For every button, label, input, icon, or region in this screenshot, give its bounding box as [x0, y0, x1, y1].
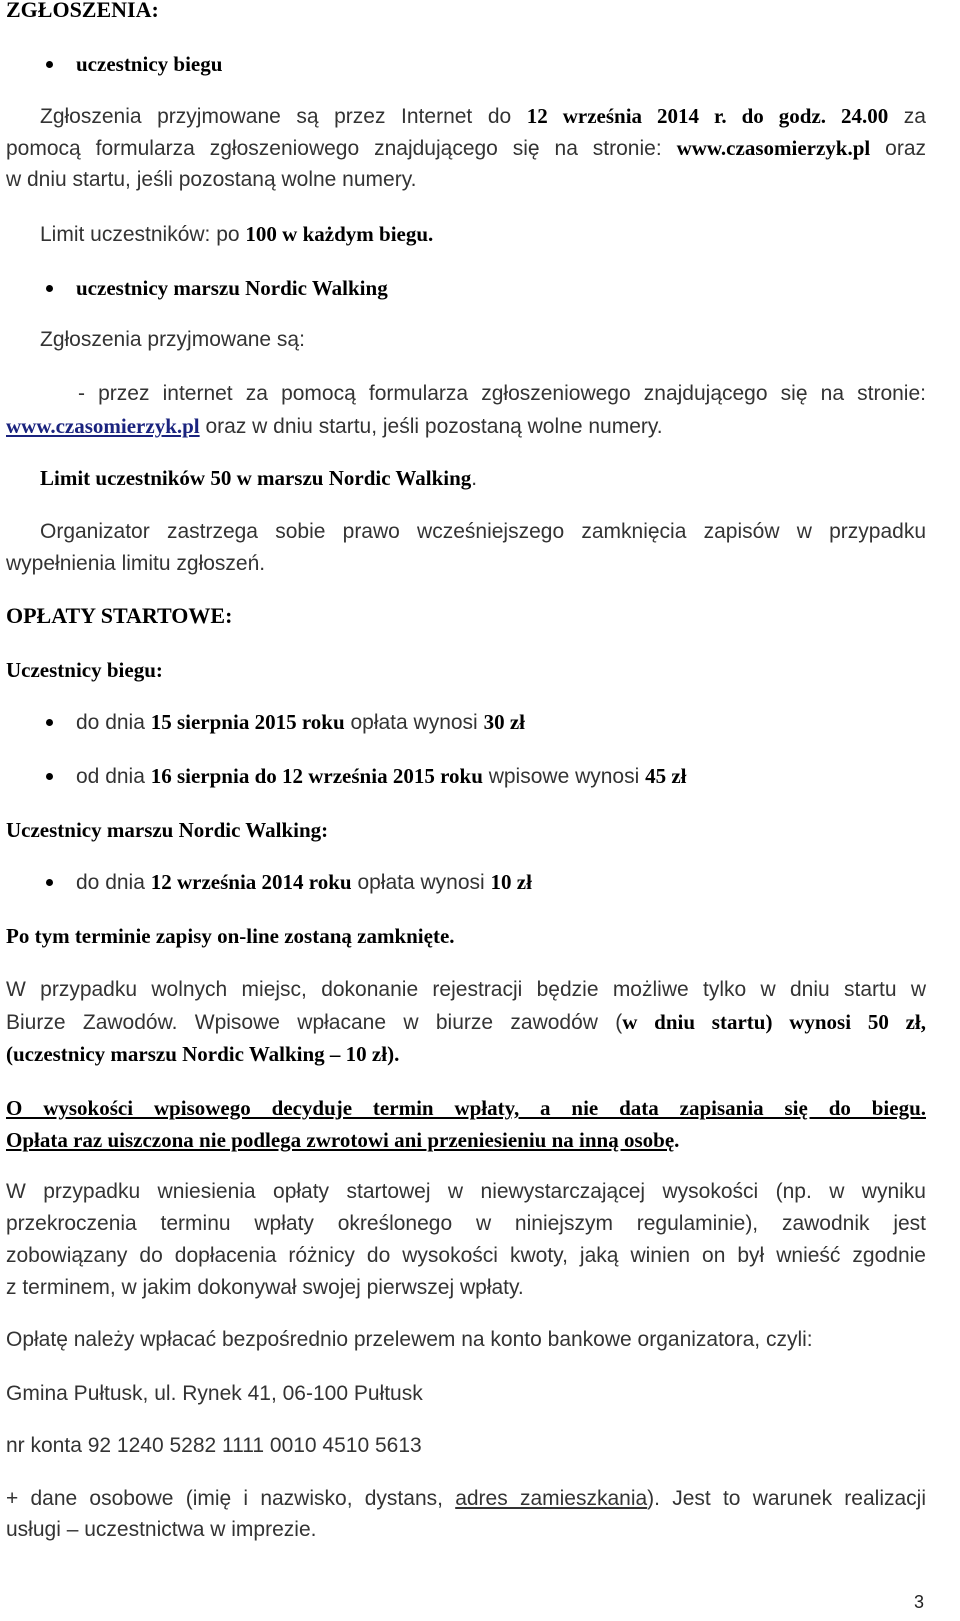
nw-intro: Zgłoszenia przyjmowane są: — [40, 328, 305, 351]
payment-instructions: Opłatę należy wpłacać bezpośrednio przelewem na konto bankowe organizatora, czyli: — [6, 1328, 813, 1351]
bank-account: nr konta 92 1240 5282 1111 0010 4510 5613 — [6, 1434, 422, 1457]
organizer-address: Gmina Pułtusk, ul. Rynek 41, 06-100 Pułtusk — [6, 1382, 423, 1405]
bullet-icon — [46, 773, 53, 780]
bullet-icon — [46, 285, 53, 292]
website-link-text: www.czasomierzyk.pl — [676, 136, 871, 160]
czasomierzyk-link[interactable]: www.czasomierzyk.pl — [6, 414, 200, 438]
run-limit: Limit uczestników: po 100 w każdym biegu. — [40, 222, 434, 246]
nw-fees-title: Uczestnicy marszu Nordic Walking: — [6, 818, 329, 842]
registration-closed-note: Po tym terminie zapisy on-line zostaną zamknięte. — [6, 924, 455, 948]
section-heading-zgloszenia: ZGŁOSZENIA: — [6, 0, 159, 22]
run-fees-title: Uczestnicy biegu: — [6, 658, 163, 682]
personal-data-note: + dane osobowe (imię i nazwisko, dystans, adres zamieszkania). Jest to warunek realizacji — [6, 1487, 926, 1510]
fee-rule-paragraph: O wysokości wpisowego decyduje termin wpłaty, a nie data zapisania się do biegu. — [6, 1096, 926, 1120]
bullet-icon — [46, 61, 53, 68]
bullet-icon — [46, 879, 53, 886]
section-heading-oplaty: OPŁATY STARTOWE: — [6, 603, 233, 628]
nw-limit: Limit uczestników 50 w marszu Nordic Walking. — [40, 466, 478, 490]
bullet-icon — [46, 719, 53, 726]
organizer-note: Organizator zastrzega sobie prawo wcześniejszego zamknięcia zapisów w przypadku — [40, 520, 926, 543]
paragraph-run-registration: Zgłoszenia przyjmowane są przez Internet do 12 września 2014 r. do godz. 24.00 za — [40, 104, 926, 128]
bullet-label-nordic-walking: uczestnicy marszu Nordic Walking — [76, 276, 388, 300]
onsite-registration-paragraph: W przypadku wolnych miejsc, dokonanie rejestracji będzie możliwe tylko w dniu startu w — [6, 978, 926, 1001]
page-number: 3 — [913, 1592, 924, 1612]
bullet-label-run: uczestnicy biegu — [76, 52, 223, 76]
insufficient-payment-paragraph: W przypadku wniesienia opłaty startowej w niewystarczającej wysokości (np. w wyniku — [6, 1180, 926, 1203]
